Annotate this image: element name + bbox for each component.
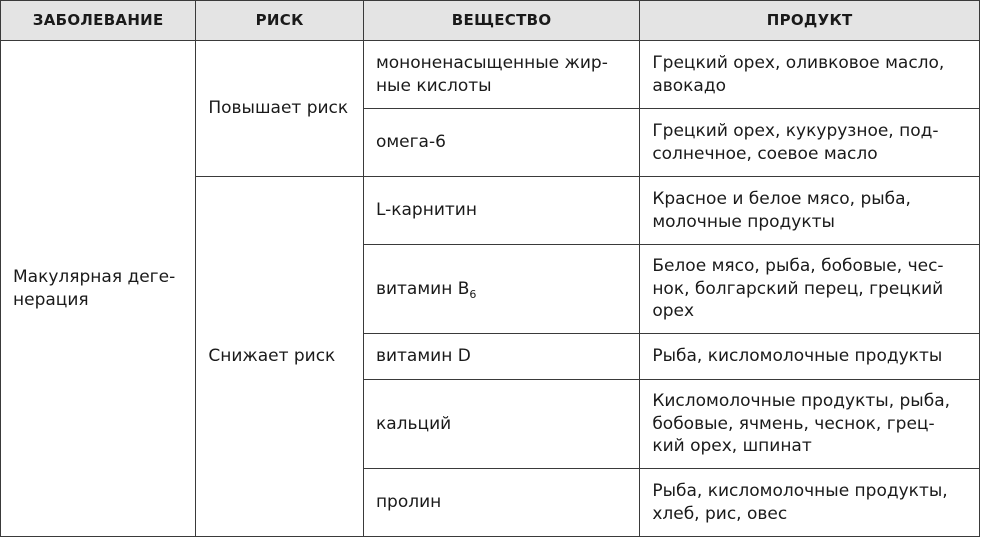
product-cell: Грецкий орех, кукурузное, под- солнечное, соевое масло [640,109,980,177]
product-cell: Красное и белое мясо, рыба, молочные продукты [640,177,980,245]
header-product: ПРОДУКТ [640,1,980,41]
product-cell: Рыба, кисломолочные продукты, хлеб, рис, овес [640,469,980,537]
disease-cell: Макулярная деге- нерация [1,41,196,537]
header-disease: ЗАБОЛЕВАНИЕ [1,1,196,41]
risk-increases-cell: Повышает риск [196,41,364,177]
risk-decreases-cell: Снижает риск [196,177,364,537]
product-cell: Грецкий орех, оливковое масло, авокадо [640,41,980,109]
product-cell: Белое мясо, рыба, бобовые, чес- нок, болгарский перец, грецкий орех [640,245,980,334]
substance-cell: мононенасыщенные жир- ные кислоты [363,41,639,109]
table-row [1,41,980,109]
product-cell: Рыба, кисломолочные продукты [640,334,980,380]
header-substance: ВЕЩЕСТВО [363,1,639,41]
substance-cell: пролин [363,469,639,537]
substance-subscript: 6 [469,287,477,301]
substance-cell [363,245,639,334]
header-risk: РИСК [196,1,364,41]
substance-cell: кальций [363,380,639,469]
substance-cell: витамин D [363,334,639,380]
substance-cell: L-карнитин [363,177,639,245]
header-row [1,1,980,41]
substance-text: витамин B [375,278,470,299]
substance-cell: омега-6 [363,109,639,177]
product-cell: Кисломолочные продукты, рыба, бобовые, ячмень, чеснок, грец- кий орех, шпинат [640,380,980,469]
